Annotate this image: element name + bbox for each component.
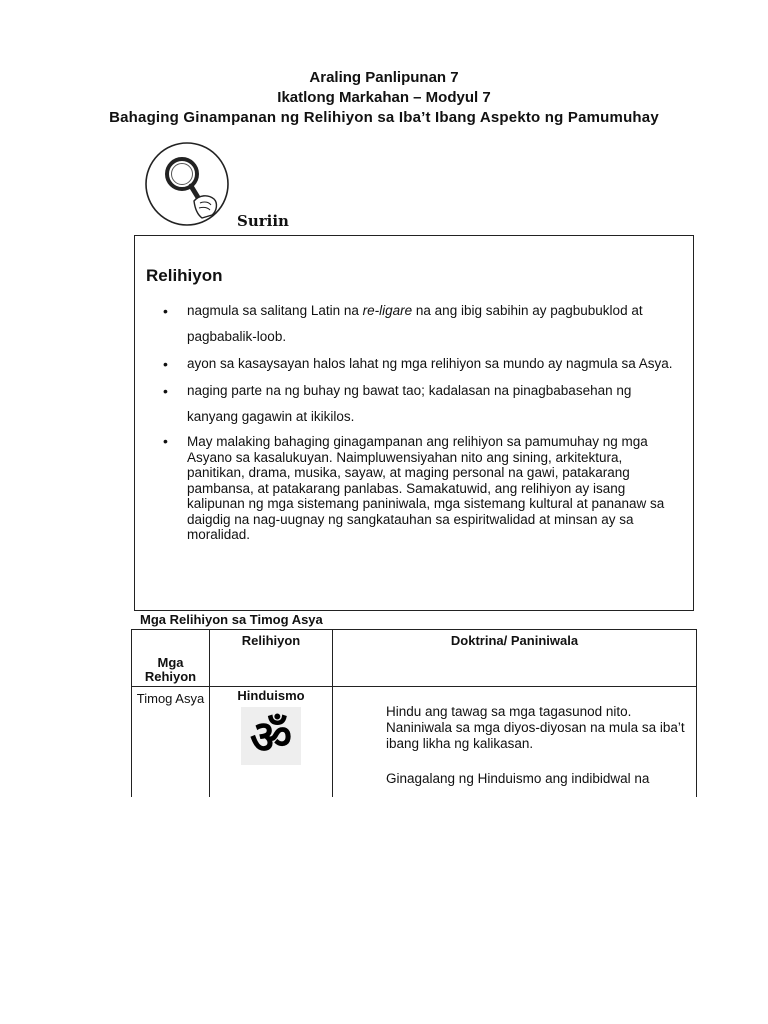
religion-cell <box>210 687 333 798</box>
religion-table <box>131 629 697 797</box>
section-label: Suriin <box>237 212 289 230</box>
document-header <box>0 68 768 128</box>
bullet-icon: • <box>163 356 168 372</box>
table-header-row <box>132 630 697 687</box>
header-region: Mga Rehiyon <box>132 630 210 687</box>
box-title: Relihiyon <box>146 266 223 285</box>
bullet-icon: • <box>163 303 168 319</box>
quarter-module: Ikatlong Markahan – Modyul 7 <box>277 89 491 106</box>
header-religion: Relihiyon <box>210 630 333 687</box>
module-title: Bahaging Ginampanan ng Relihiyon sa Iba’t Ibang Aspekto ng Pamumuhay <box>109 109 659 126</box>
list-item: • May malaking bahaging ginagampanan ang relihiyon sa pamumuhay ng mga Asyano sa kasalukuyan. Naimpluwensiyahan nito ang sining, arkitektura, panitikan, drama, musika, sayaw, at maging personal na gawi, patakarang pambansa, at patakarang panlabas. Samakatuwid, ang relihiyon ay isang kalipunan ng mga sistemang paniniwala, mga sistemang kultural at pananaw sa daigdig na nag-uugnay ng sangkatauhan sa espiritwalidad at minsan ay sa moralidad. <box>163 433 665 542</box>
list-item: • naging parte na ng buhay ng bawat tao; kadalasan na pinagbabasehan ng kanyang gagawin at ikikilos. <box>163 378 678 430</box>
relihiyon-box <box>134 235 694 611</box>
doctrine-text: Ginagalang ng Hinduismo ang indibidwal na <box>386 771 650 786</box>
list-item: • ayon sa kasaysayan halos lahat ng mga relihiyon sa mundo ay nagmula sa Asya. <box>163 351 678 377</box>
doctrine-text: Hindu ang tawag sa mga tagasunod nito. Naniniwala sa mga diyos-diyosan na mula sa iba’t ibang likha ng kalikasan. <box>386 704 685 751</box>
bullet-icon: • <box>163 383 168 399</box>
definition-list <box>163 298 678 543</box>
header-doctrine: Doktrina/ Paniniwala <box>333 630 697 687</box>
table-row <box>132 687 697 798</box>
table-caption: Mga Relihiyon sa Timog Asya <box>140 612 323 627</box>
om-glyph: ॐ <box>250 710 292 764</box>
region-cell: Timog Asya <box>132 687 210 798</box>
om-symbol-icon <box>241 707 301 765</box>
list-item: • nagmula sa salitang Latin na re-ligare na ang ibig sabihin ay pagbubuklod at pagbabalik-loob. <box>163 298 678 350</box>
doctrine-cell <box>333 687 697 798</box>
magnifying-glass-icon <box>144 141 230 227</box>
religion-name: Hinduismo <box>237 688 305 703</box>
subject-title: Araling Panlipunan 7 <box>309 69 459 86</box>
bullet-icon: • <box>163 433 168 449</box>
